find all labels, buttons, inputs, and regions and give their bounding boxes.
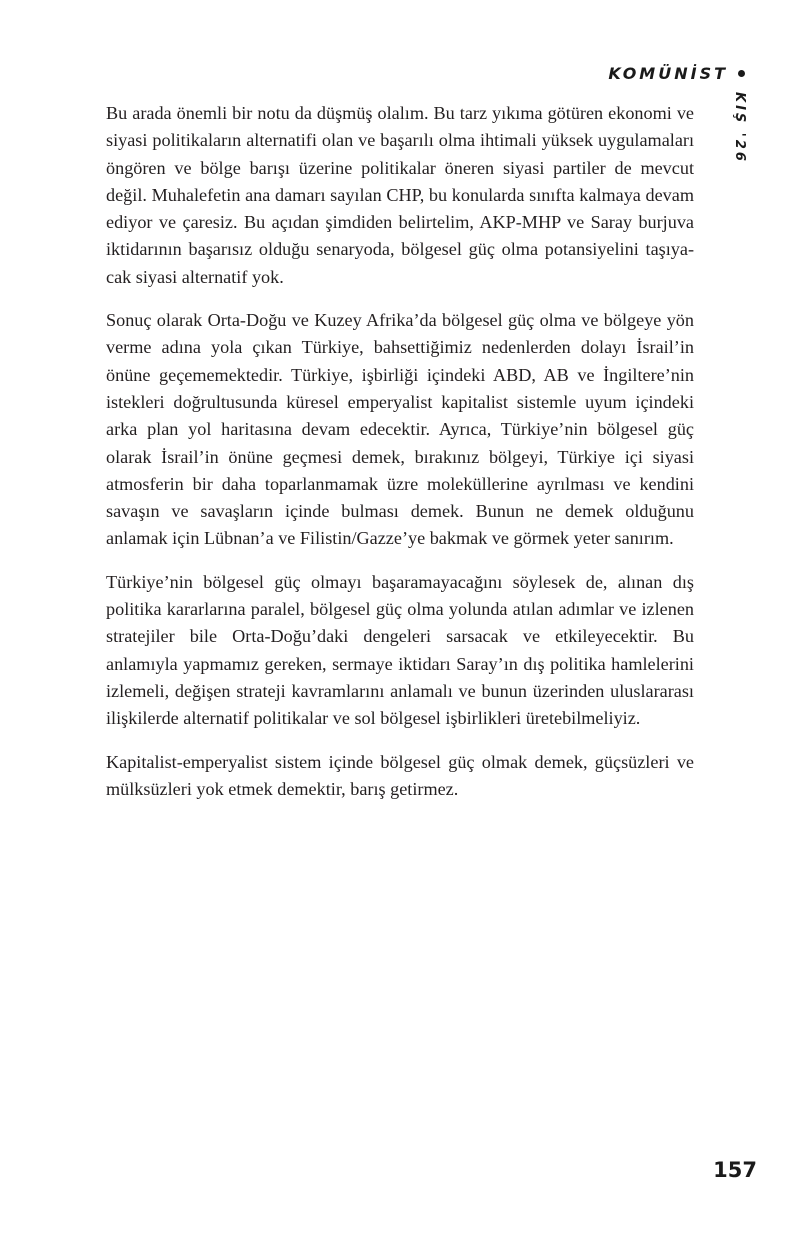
issue-label: KIŞ '26 xyxy=(732,92,747,164)
page-number: 157 xyxy=(713,1158,757,1182)
bullet-icon xyxy=(738,70,745,77)
paragraph-4: Kapitalist-emperyalist sistem içinde bölgesel güç olmak demek, güçsüzleri ve mülksüzleri yok etmek demektir, barış getirmez. xyxy=(106,751,694,799)
article-body xyxy=(106,100,694,819)
paragraph-1: Bu arada önemli bir notu da düşmüş olalım. Bu tarz yıkıma götüren ekonomi ve siyasi politikaların alternatifi olan ve başarılı olma ihtimali yüksek uygulamaları öngören ve bölge barışı üzerine politikalar öneren siyasi partiler de mevcut değil. Muhalefetin ana damarı sayılan CHP, bu konularda sınıfta kalmaya devam ediyor ve çaresiz. Bu açıdan şimdiden belirtelim, AKP-MHP ve Saray burjuva iktidarının başarısız olduğu senaryoda, bölgesel güç olma potansiyelini taşıyacak siyasi alternatif yok. xyxy=(106,103,694,287)
paragraph-3: Türkiye’nin bölgesel güç olmayı başaramayacağını söylesek de, alınan dış politika kararlarına paralel, bölgesel güç olma yolunda atılan adımlar ve izlenen stratejiler bile Orta-Doğu’daki dengeleri sarsacak ve etkileyecektir. Bu anlamıyla yapmamız gereken, sermaye iktidarı Saray’ın dış politika hamlelerini izlemeli, değişen strateji kavramlarını anlamalı ve bunun üzerinden uluslararası ilişkilerde alternatif politikalar ve sol bölgesel işbirlikleri üretebilmeliyiz. xyxy=(106,571,694,729)
journal-title: KOMÜNİST xyxy=(608,63,728,83)
running-head xyxy=(608,62,745,84)
paragraph-2: Sonuç olarak Orta-Doğu ve Kuzey Afrika’da bölgesel güç olma ve bölgeye yön verme adına yola çıkan Türkiye, bahsettiğimiz nedenlerden dolayı İsrail’in önüne geçememektedir. Türkiye, işbirliği içindeki ABD, AB ve İngiltere’nin istekleri doğrultusunda küresel emperyalist kapitalist sistemle uyum içindeki arka plan yol haritasına devam edecektir. Ayrıca, Türkiye’nin bölgesel güç olarak İsrail’in önüne geçmesi demek, bırakınız bölgeyi, Türkiye içi siyasi atmosferin bir daha toparlanmamak üzre moleküllerine ayrılması ve kendini savaşın ve savaşların içinde bulması demek. Bunun ne demek olduğunu anlamak için Lübnan’a ve Filistin/Gazze’ye bakmak ve görmek yeter sanırım. xyxy=(106,310,694,549)
